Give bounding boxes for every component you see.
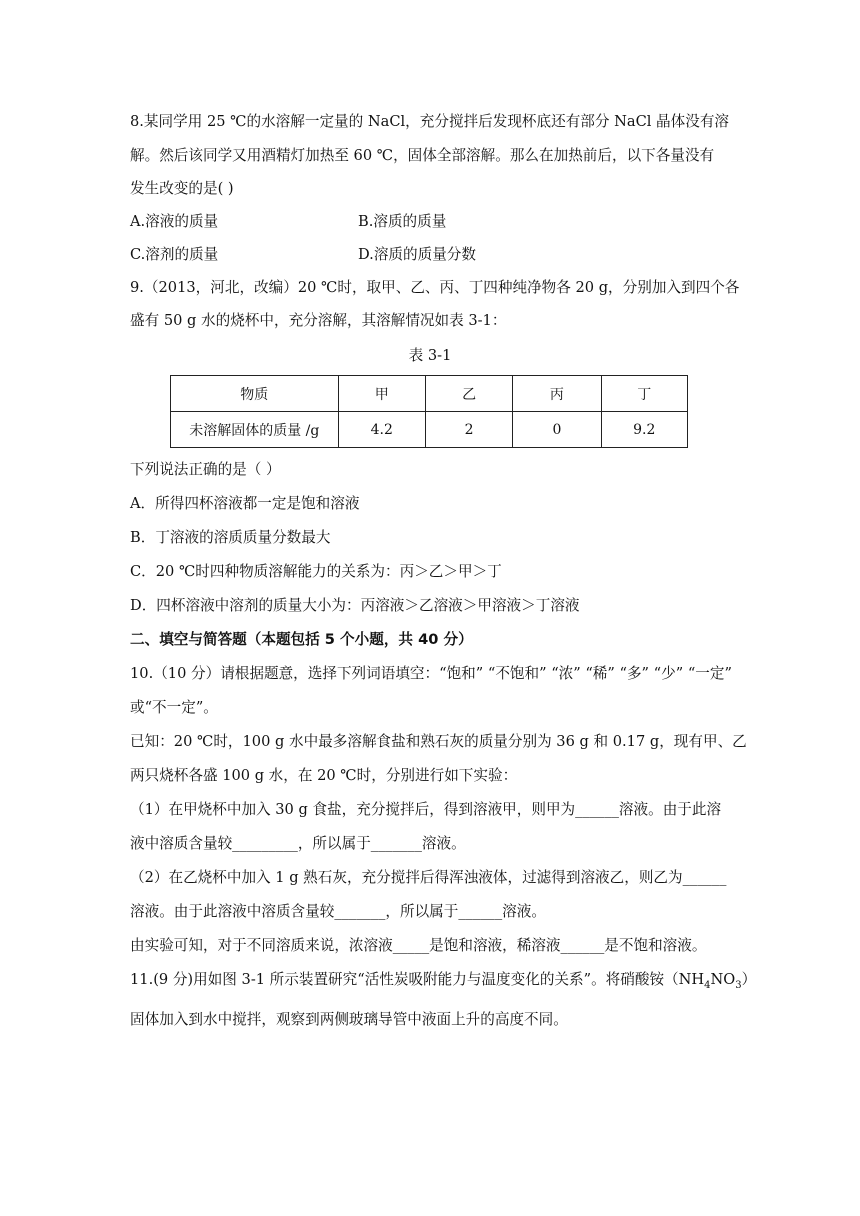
- table-cell: 9.2: [601, 412, 687, 448]
- q10-line-6: 液中溶质含量较_________，所以属于_______溶液。: [130, 835, 466, 852]
- subscript: 4: [704, 979, 711, 991]
- subscript: 3: [735, 979, 742, 991]
- q8-option-b: B.溶质的质量: [358, 213, 447, 230]
- table-header-cell: 甲: [338, 376, 425, 412]
- table-caption: 表 3-1: [408, 347, 452, 364]
- q10-line-3: 已知：20 ℃时，100 g 水中最多溶解食盐和熟石灰的质量分别为 36 g 和 0.17 g，现有甲、乙: [130, 733, 747, 750]
- q10-line-7: （2）在乙烧杯中加入 1 g 熟石灰，充分搅拌后得浑浊液体，过滤得到溶液乙，则乙为______: [130, 869, 727, 886]
- table-header-cell: 乙: [425, 376, 512, 412]
- table-cell: 0: [513, 412, 601, 448]
- section-heading: 二、填空与简答题（本题包括 5 个小题，共 40 分）: [130, 631, 473, 648]
- q11-line-1: [130, 970, 757, 996]
- q10-line-8: 溶液。由于此溶液中溶质含量较_______，所以属于______溶液。: [130, 903, 546, 920]
- q8-option-d: D.溶质的质量分数: [358, 246, 476, 263]
- q10-line-4: 两只烧杯各盛 100 g 水，在 20 ℃时，分别进行如下实验：: [130, 767, 518, 784]
- q10-line-9: 由实验可知，对于不同溶质来说，浓溶液_____是饱和溶液，稀溶液______是不饱和溶液。: [130, 937, 707, 954]
- q11-line-1-text: 11.(9 分)用如图 3-1 所示装置研究“活性炭吸附能力与温度变化的关系”。将硝酸铵（NH: [130, 971, 705, 988]
- q11-line-2: 固体加入到水中搅拌，观察到两侧玻璃导管中液面上升的高度不同。: [130, 1010, 568, 1028]
- q10-line-5: （1）在甲烧杯中加入 30 g 食盐，充分搅拌后，得到溶液甲，则甲为______溶液。由于此溶: [130, 801, 722, 818]
- q8-option-a: A.溶液的质量: [130, 213, 219, 230]
- table-header-row: [171, 376, 688, 412]
- table-cell: 2: [425, 412, 512, 448]
- data-table: [170, 375, 688, 448]
- q9-option-b: B．丁溶液的溶质质量分数最大: [130, 529, 331, 546]
- q9-prompt: 下列说法正确的是（ ）: [130, 461, 281, 478]
- q10-line-2: 或“不一定”。: [130, 699, 218, 716]
- q8-option-c: C.溶剂的质量: [130, 246, 219, 263]
- q8-options-row-2: [130, 245, 730, 265]
- q10-line-1: 10.（10 分）请根据题意，选择下列词语填空：“饱和” “不饱和” “浓” “稀” “多” “少” “一定”: [130, 665, 732, 682]
- q9-line-2: 盛有 50 g 水的烧杯中，充分溶解，其溶解情况如表 3-1：: [130, 312, 507, 329]
- document-page: [130, 100, 757, 1030]
- table-header-cell: 丁: [601, 376, 687, 412]
- table-header-cell: 丙: [513, 376, 601, 412]
- q8-line-1: 8.某同学用 25 ℃的水溶解一定量的 NaCl，充分搅拌后发现杯底还有部分 NaCl 晶体没有溶: [130, 113, 730, 130]
- table-cell: 4.2: [338, 412, 425, 448]
- table-row: [171, 412, 688, 448]
- q9-option-a: A．所得四杯溶液都一定是饱和溶液: [130, 495, 360, 512]
- table-cell: 未溶解固体的质量 /g: [171, 412, 339, 448]
- q8-options-row-1: [130, 212, 730, 232]
- q8-line-2: 解。然后该同学又用酒精灯加热至 60 ℃，固体全部溶解。那么在加热前后，以下各量没有: [130, 147, 715, 164]
- q11-line-1-formula: NO: [710, 971, 736, 988]
- table-header-cell: 物质: [171, 376, 339, 412]
- q11-line-1-end: ）: [741, 971, 757, 988]
- q9-line-1: 9.（2013，河北，改编）20 ℃时，取甲、乙、丙、丁四种纯净物各 20 g，分别加入到四个各: [130, 279, 740, 296]
- q9-option-c: C．20 ℃时四种物质溶解能力的关系为：丙＞乙＞甲＞丁: [130, 563, 502, 580]
- q8-line-3: 发生改变的是( ): [130, 180, 234, 197]
- q9-option-d: D．四杯溶液中溶剂的质量大小为：丙溶液＞乙溶液＞甲溶液＞丁溶液: [130, 597, 580, 614]
